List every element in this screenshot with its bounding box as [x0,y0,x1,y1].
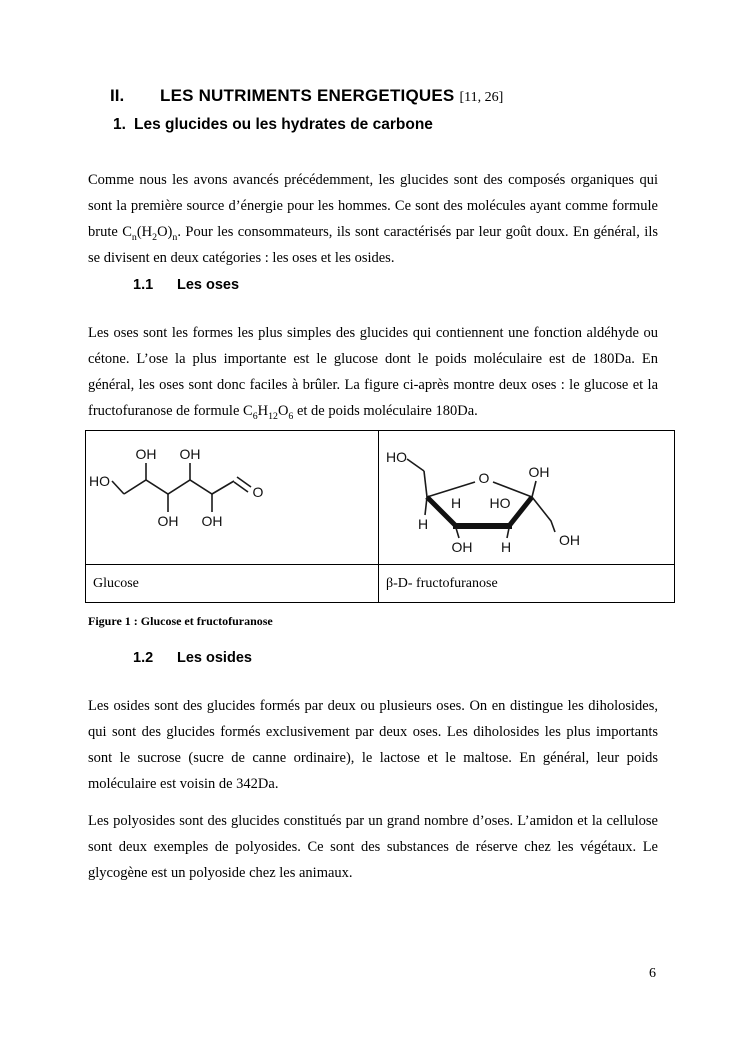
glucose-oh-top-1-label: OH [135,446,157,462]
osides-paragraph-1: Les osides sont des glucides formés par deux ou plusieurs oses. On en distingue les diholosides, qui sont des glucides formés exclusivement par deux oses. Les diholosides les plus importants sont le sucrose (sucre de canne ordinaire), le lactose et le maltose. En général, leur poids moléculaire est voisin de 342Da. [88,697,658,792]
section-heading-numeral: II. [110,86,125,105]
glucose-structure-cell [86,431,379,565]
fructo-oh-top-right-label: OH [528,464,550,480]
heading-les-osides-number: 1.2 [133,650,154,666]
glucose-oh-top-2-label: OH [179,446,201,462]
fructo-oh-bottom-left-label: OH [451,539,473,555]
fructo-h-outer-left-label: H [417,516,429,532]
glucose-structure-drawing [86,431,371,564]
heading-les-oses-title: Les oses [177,277,240,293]
section-heading [88,86,688,106]
glucose-aldehyde-oxygen-label: O [252,484,264,500]
glucose-ho-terminal-label: HO [89,473,110,489]
fructo-h-bottom-right-label: H [500,539,512,555]
fructofuranose-label: β-D- fructofuranose [386,575,498,591]
fructo-oh-right-label: OH [559,532,580,548]
fructofuranose-structure-cell [379,431,675,565]
fructo-h-ring-left-label: H [450,495,462,511]
heading-les-oses-number: 1.1 [133,277,154,293]
heading-les-oses [88,276,588,294]
fructo-ho-ch2-label: HO [386,449,407,465]
fructofuranose-structure-drawing [379,431,667,564]
glucose-label-cell [86,565,379,603]
subsection-heading-number: 1. [113,116,126,133]
section-heading-title: LES NUTRIMENTS ENERGETIQUES [160,86,455,105]
oses-paragraph: Les oses sont les formes les plus simples des glucides qui contiennent une fonction aldéhyde ou cétone. L’ose la plus importante est le glucose dont le poids moléculaire est de 180Da. En général, les oses sont donc faciles à brûler. La figure ci-après montre deux oses : le glucose et la fructofuranose de formule $C_6H_{12}O_6$ et de poids moléculaire 180Da. [88,324,658,422]
glucose-oh-bottom-2-label: OH [201,513,223,529]
intro-paragraph: Comme nous les avons avancés précédemment, les glucides sont des composés organiques qui sont la première source d’énergie pour les hommes. Ce sont des molécules ayant comme formule brute $C_n(H_2O)_n$. Pour les consommateurs, ils sont caractérisés par leur goût doux. En général, ils se divisent en deux catégories : les oses et les osides. [88,171,658,266]
figure-table [85,430,675,603]
glucose-label: Glucose [93,575,139,591]
fructofuranose-label-cell [379,565,675,603]
subsection-heading [88,116,688,134]
figure-structure-row [86,431,675,565]
subsection-heading-title: Les glucides ou les hydrates de carbone [134,116,433,133]
page-number: 6 [649,966,656,981]
glucose-oh-bottom-1-label: OH [157,513,179,529]
fructo-ring-oxygen-label: O [478,470,490,486]
figure-label-row [86,565,675,603]
fructo-ho-ring-right-label: HO [489,495,511,511]
figure-caption: Figure 1 : Glucose et fructofuranose [88,614,273,628]
heading-les-osides-title: Les osides [177,650,252,666]
osides-paragraph-2: Les polyosides sont des glucides constitués par un grand nombre d’oses. L’amidon et la cellulose sont deux exemples de polyosides. Ce sont des substances de réserve chez les végétaux. Le glycogène est un polyoside chez les animaux. [88,812,658,881]
citation-reference: [11, 26] [459,90,504,105]
heading-les-osides [88,649,588,667]
